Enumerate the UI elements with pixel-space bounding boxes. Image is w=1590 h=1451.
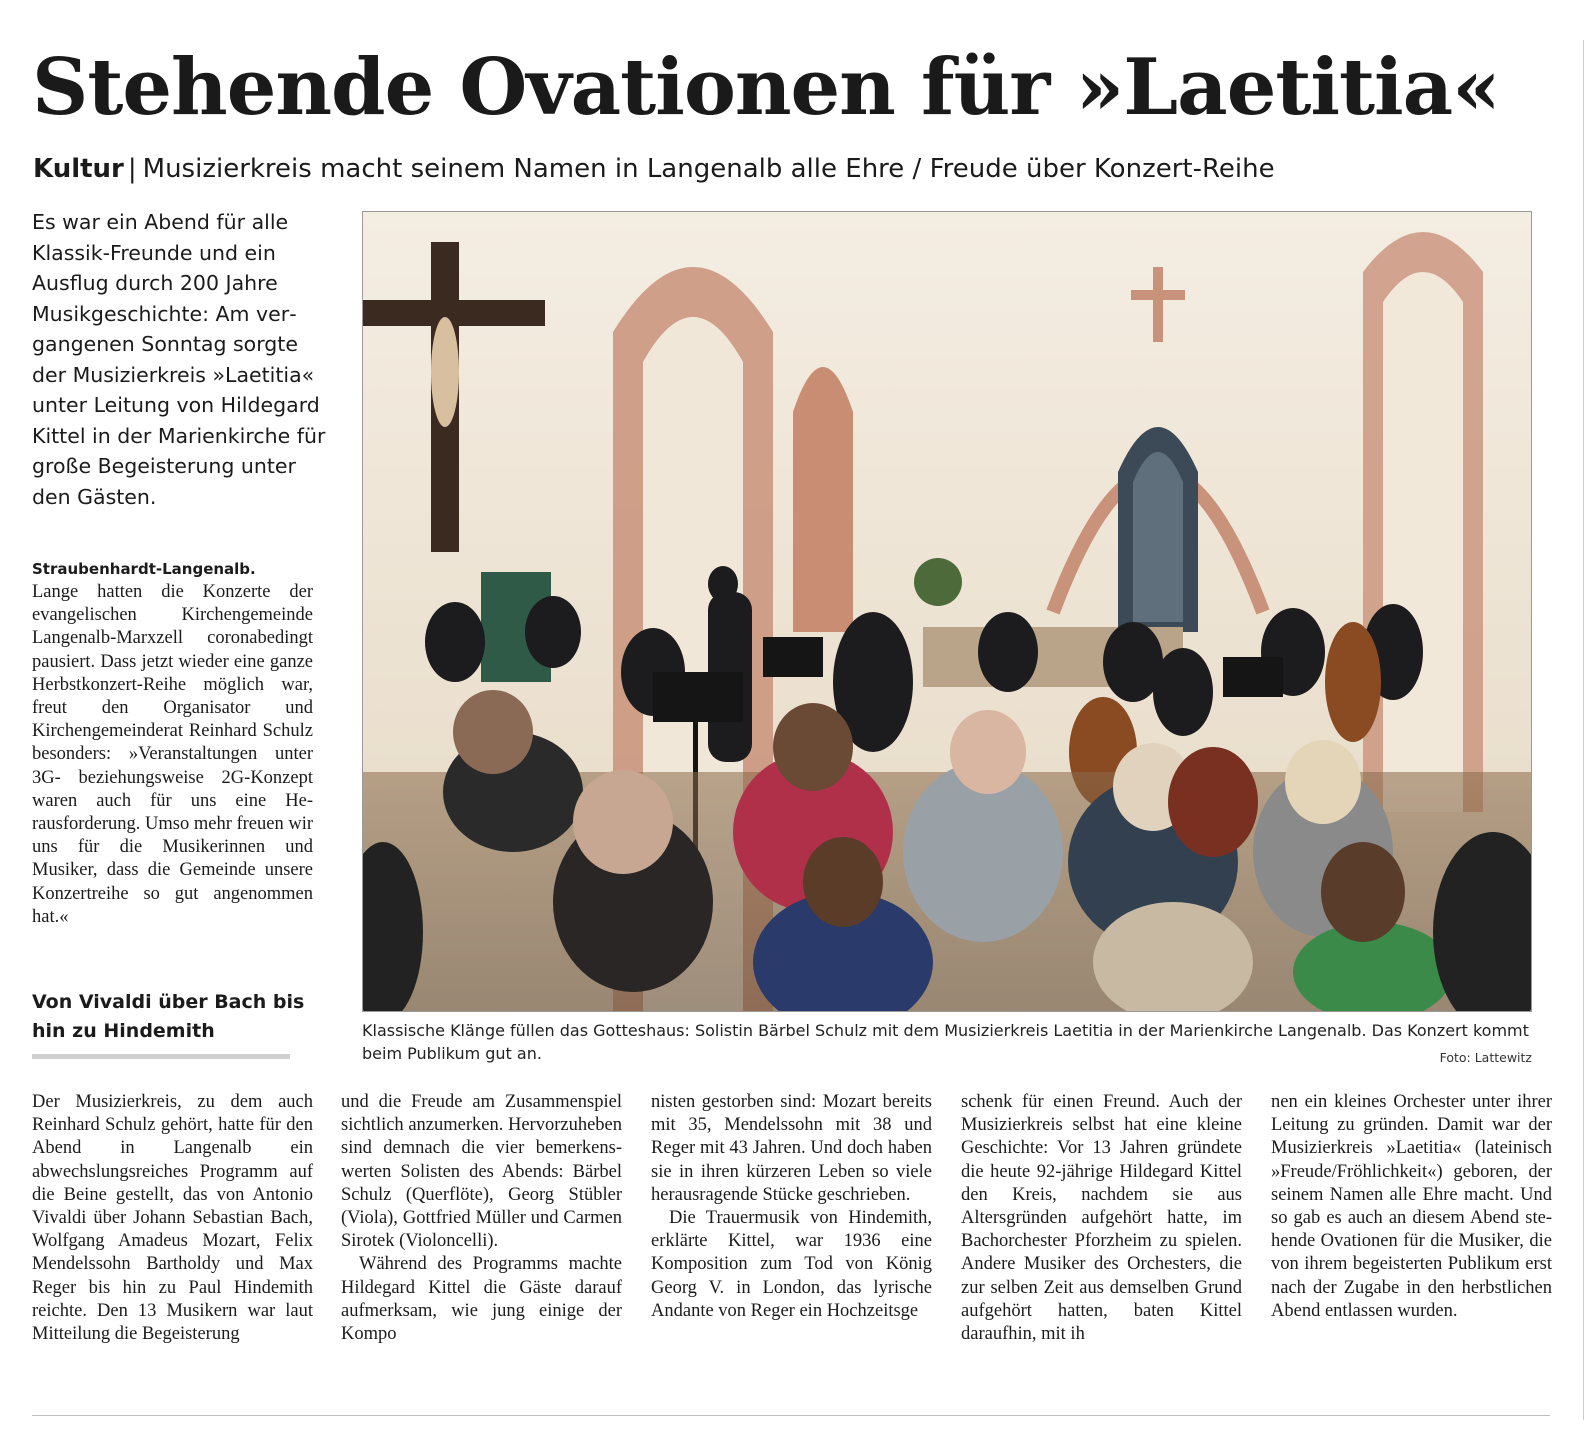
body-col3-para2: Die Trauermusik von Hindemith, erklärte Kittel, war 1936 eine Komposition zum Tod von König Georg V. in London, das lyrische Andante von Reger ein Hochzeitsge <box>651 1208 932 1321</box>
photo-credit: Foto: Lattewitz <box>1439 1050 1532 1065</box>
dateline: Straubenhardt-Langenalb. <box>32 560 256 578</box>
body-col2-para1: und die Freude am Zusammenspiel sichtlich anzumerken. Hervorzuheben sind demnach die vier bemerkenswerten Solisten des Abends: Bärbel Schulz (Querflöte), Georg Stübler (Viola), Gottfried Müller und Carmen Sirotek (Violoncelli). <box>341 1092 622 1252</box>
right-rule <box>1583 40 1584 1420</box>
body-column-5 <box>1271 1091 1552 1323</box>
body-column-3 <box>651 1091 932 1323</box>
subheadline-row <box>33 150 1533 188</box>
section-kicker: Kultur <box>33 154 124 184</box>
body-col4-text: schenk für einen Freund. Auch der Musizierkreis selbst hat eine kleine Geschichte: Vor 13 Jahren gründete die heute 92-jährige Hildegard Kittel den Kreis, nachdem sie aus Altersgründen aufgehört hatte, im Bachorchester Pforzheim zu spielen. Andere Musiker des Orchesters, die zur selben Zeit aus demselben Grund aufgehört hatten, baten Kittel daraufhin, mit ih <box>961 1092 1242 1345</box>
lead-paragraph <box>32 207 332 512</box>
subheadline: Musizierkreis macht seinem Namen in Langenalb alle Ehre / Freude über Konzert-Reihe <box>142 154 1275 184</box>
concert-photo <box>362 211 1532 1012</box>
body-column-2 <box>341 1091 622 1346</box>
lead-text: Es war ein Abend für alle Klassik-Freunde und ein Ausflug durch 200 Jahre Musikgeschichte: Am vergangenen Sonntag sorgte der Musizierkreis »Laetitia« unter Leitung von Hildegard Kittel in der Marienkirche für große Begeisterung unter den Gästen. <box>32 210 326 509</box>
body-column-1 <box>32 1091 313 1346</box>
body-col5-text: nen ein kleines Orchester unter ihrer Leitung zu gründen. Damit war der Musizierkreis »Laetitia« (lateinisch »Freude/Fröhlichkeit«) geboren, der seinem Namen alle Ehre macht. Und so gab es auch an diesem Abend stehende Ovationen für die Musiker, die von ihrem begeisterten Publikum erst nach der Zugabe in den herbstlichen Abend entlassen wurden. <box>1271 1092 1552 1321</box>
crosshead: Von Vivaldi über Bach bis hin zu Hindemith <box>32 991 305 1042</box>
body-column-4 <box>961 1091 1242 1346</box>
body-col2-para2: Während des Programms machte Hildegard Kittel die Gäste darauf aufmerksam, wie jung einige der Kompo <box>341 1254 622 1345</box>
headline: Stehende Ovationen für »Laetitia« <box>32 42 1500 133</box>
photo-caption <box>362 1019 1532 1065</box>
body-col3-para1: nisten gestorben sind: Mozart bereits mit 35, Mendelssohn mit 38 und Reger mit 43 Jahren. Und doch haben sie in ihren kürzeren Leben so viele herausragende Stücke geschrieben. <box>651 1092 932 1205</box>
side-text: Lange hatten die Konzerte der evangelischen Kirchengemeinde Langenalb-Marxzell coronabedingt pausiert. Dass jetzt wieder eine ganze Herbstkonzert-Reihe möglich war, freut den Organisator und Kirchengemeinderat Reinhard Schulz besonders: »Veranstaltungen unter 3G- beziehungsweise 2G-Konzept waren auch für uns eine Herausforderung. Umso mehr freuen wir uns für die Musikerinnen und Musiker, dass die Gemeinde unsere Konzertreihe so gut angenommen hat.« <box>32 582 314 927</box>
bottom-rule <box>32 1415 1550 1416</box>
photo-caption-text: Klassische Klänge füllen das Gotteshaus: Solistin Bärbel Schulz mit dem Musizierkreis Laetitia in der Marienkirche Langenalb. Das Konzert kommt beim Publikum gut an. <box>362 1021 1529 1063</box>
concert-photo-illustration <box>363 212 1531 1011</box>
kicker-separator: | <box>127 154 137 184</box>
body-col1-text: Der Musizierkreis, zu dem auch Reinhard Schulz gehört, hatte für den Abend in Langenalb ein abwechslungsreiches Programm auf die Beine gestellt, das von Antonio Vivaldi über Johann Sebastian Bach, Wolfgang Amadeus Mozart, Felix Mendelssohn Bartholdy und Max Reger bis hin zu Paul Hindemith reichte. Den 13 Musikern war laut Mitteilung die Begeisterung <box>32 1092 313 1345</box>
side-column <box>32 558 313 929</box>
crosshead-rule <box>32 1054 290 1059</box>
